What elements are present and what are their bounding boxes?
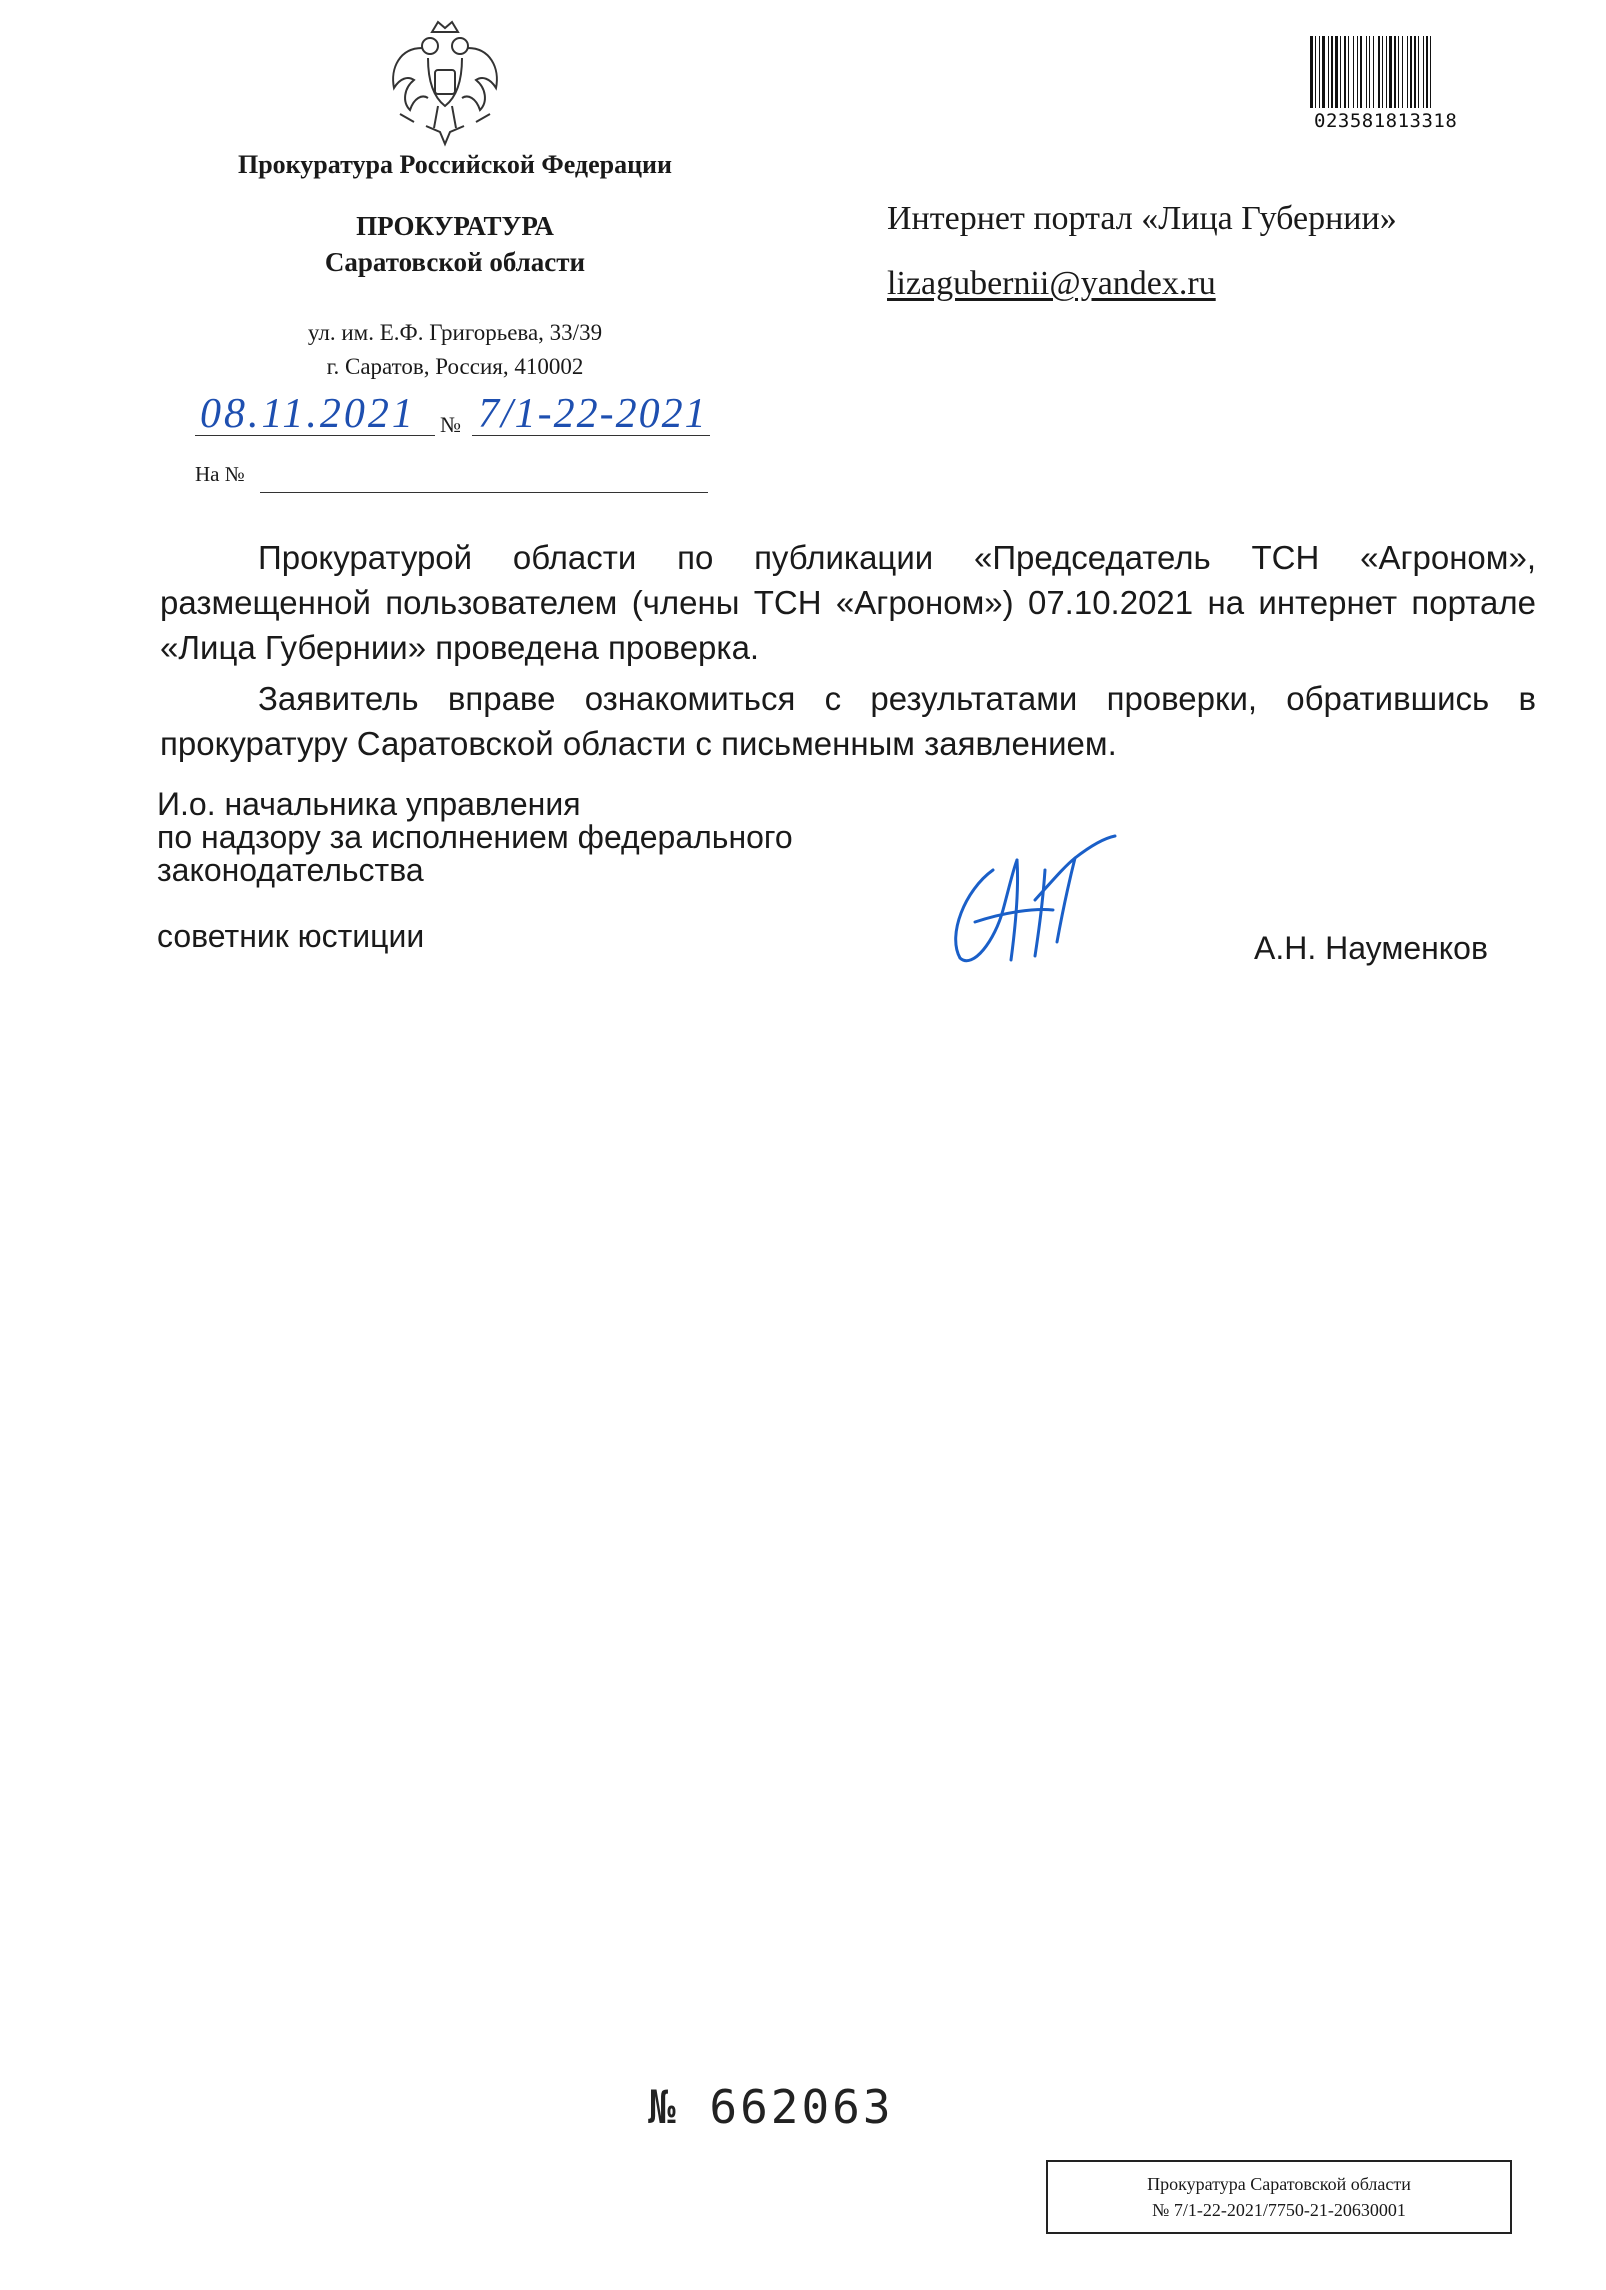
handwritten-signature [935,830,1155,970]
coat-of-arms-icon [380,18,510,153]
body-paragraph: Заявитель вправе ознакомиться с результатами проверки, обратившись в прокуратуру Саратовской области с письменным заявлением. [160,680,1536,762]
form-number: № 662063 [648,2080,894,2134]
reference-underline [260,492,708,493]
registration-date: 08.11.2021 [200,391,416,437]
barcode [1306,30,1534,138]
registry-stamp [1046,2160,1512,2234]
body-paragraph: Прокуратурой области по публикации «Председатель ТСН «Агроном», размещенной пользователем (члены ТСН «Агроном») 07.10.2021 на интернет портале «Лица Губернии» проведена проверка. [160,539,1536,666]
signer-rank: советник юстиции [157,918,425,954]
issuer-address-line1: ул. им. Е.Ф. Григорьева, 33/39 [307,320,603,345]
signer-name: А.Н. Науменков [1254,930,1488,966]
number-label: № [440,412,461,437]
issuer-organization: Прокуратура Российской Федерации [237,150,673,179]
signer-position-line3: законодательства [157,852,424,888]
recipient-name: Интернет портал «Лица Губернии» [887,200,1397,237]
signer-position-line1: И.о. начальника управления [157,786,581,822]
signer-position-line2: по надзору за исполнением федерального [157,819,793,855]
signer-position [157,788,793,887]
date-underline [195,435,435,436]
recipient-email: lizagubernii@yandex.ru [887,265,1216,302]
registry-stamp-line1: Прокуратура Саратовской области [1147,2174,1411,2194]
reference-label: На № [195,462,245,486]
registry-stamp-line2: № 7/1-22-2021/7750-21-20630001 [1152,2200,1406,2220]
issuer-title-line1: ПРОКУРАТУРА [356,211,554,241]
issuer-address-line2: г. Саратов, Россия, 410002 [326,354,584,379]
issuer-address [200,316,710,384]
number-underline [472,435,710,436]
issuer-title-line2: Саратовской области [324,247,586,277]
letter-body [160,535,1536,766]
outgoing-number: 7/1-22-2021 [478,391,708,437]
barcode-number: 023581813318 [1314,110,1458,132]
issuer-title [200,208,710,280]
barcode-bars-icon [1310,36,1530,108]
